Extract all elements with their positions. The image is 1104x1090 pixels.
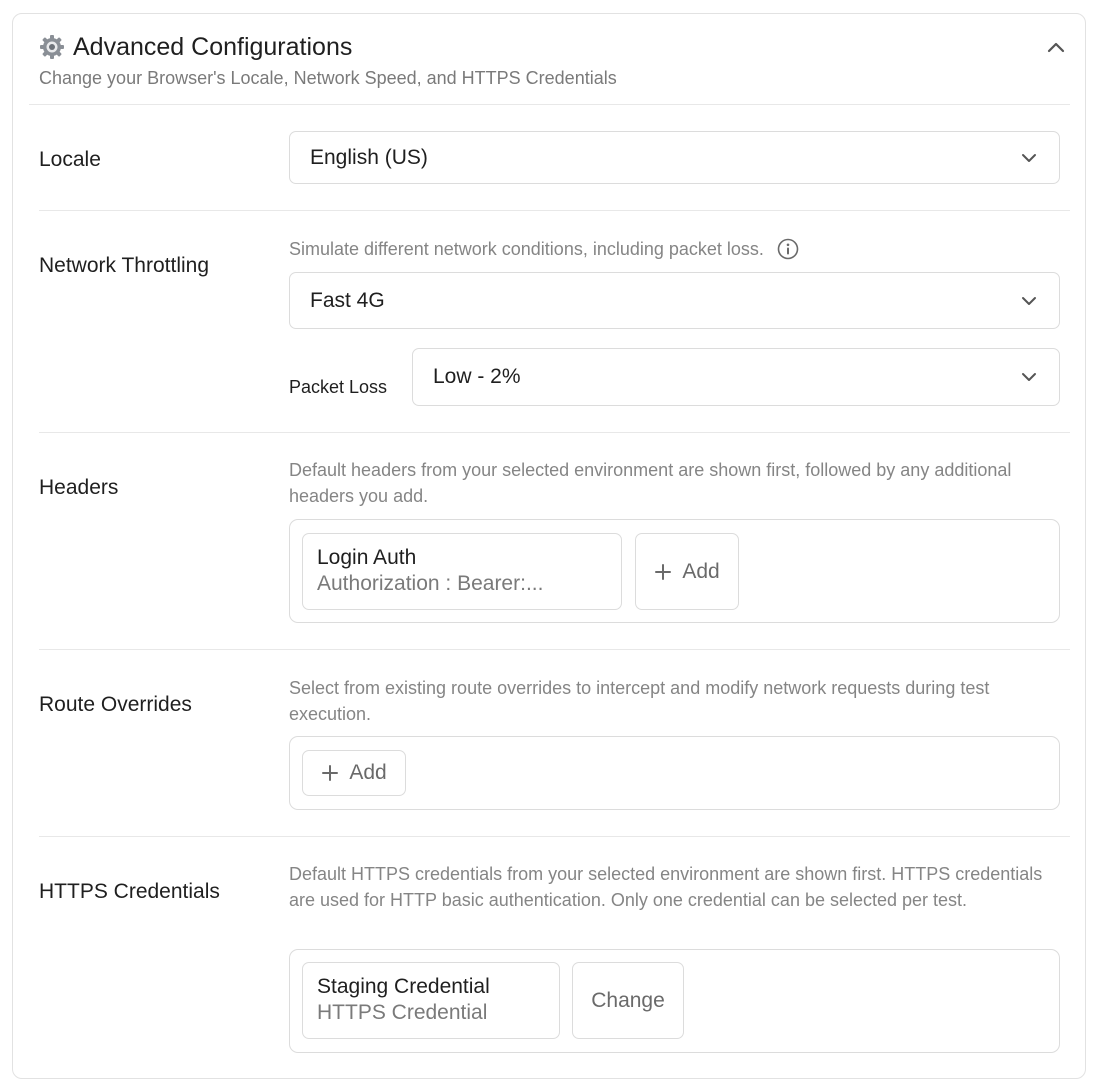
locale-select[interactable]: [289, 131, 1060, 184]
chevron-down-icon: [1021, 371, 1037, 383]
chevron-up-icon: [1047, 41, 1065, 53]
network-throttling-label: Network Throttling: [39, 254, 210, 277]
locale-label: Locale: [39, 148, 101, 171]
network-speed-value: Fast 4G: [310, 288, 385, 312]
headers-divider: [39, 649, 1070, 650]
routes-helper: Select from existing route overrides to intercept and modify network requests during test execution.: [289, 678, 990, 724]
routes-box: [289, 736, 1060, 810]
change-credential-button[interactable]: [572, 962, 684, 1039]
title-row: [39, 32, 1069, 62]
panel-title: Advanced Configurations: [73, 32, 353, 61]
add-route-label: Add: [349, 761, 387, 784]
https-helper: Default HTTPS credentials from your selected environment are shown first. HTTPS credentials are used for HTTP basic authentication. Only one credential can be selected per test.: [289, 864, 1043, 910]
packet-loss-label: Packet Loss: [289, 377, 388, 397]
headers-helper: Default headers from your selected environment are shown first, followed by any additional headers you add.: [289, 460, 1012, 506]
plus-icon: [654, 563, 672, 581]
header-divider: [29, 104, 1070, 105]
add-header-button[interactable]: [635, 533, 739, 610]
info-icon[interactable]: [777, 238, 799, 260]
change-credential-label: Change: [591, 988, 665, 1012]
plus-icon: [321, 764, 339, 782]
network-helper-text: Simulate different network conditions, including packet loss.: [289, 239, 764, 259]
headers-label: Headers: [39, 476, 119, 499]
collapse-button[interactable]: [1043, 34, 1069, 60]
header-chip-title: Login Auth: [317, 546, 417, 569]
https-box: [289, 949, 1060, 1053]
https-credentials-label: HTTPS Credentials: [39, 880, 220, 903]
advanced-configurations-panel: [12, 13, 1086, 1079]
locale-value: English (US): [310, 145, 428, 169]
add-header-label: Add: [682, 559, 720, 583]
gear-icon: [39, 34, 65, 60]
add-route-button[interactable]: [302, 750, 406, 796]
chevron-down-icon: [1021, 152, 1037, 164]
network-speed-select[interactable]: [289, 272, 1060, 329]
network-divider: [39, 432, 1070, 433]
network-helper: [289, 236, 1059, 262]
chevron-down-icon: [1021, 295, 1037, 307]
packet-loss-value: Low - 2%: [433, 365, 521, 388]
panel-subtitle: Change your Browser's Locale, Network Speed, and HTTPS Credentials: [39, 68, 617, 88]
header-chip-subtitle: Authorization : Bearer:...: [317, 572, 544, 595]
routes-divider: [39, 836, 1070, 837]
credential-chip-title: Staging Credential: [317, 975, 490, 998]
route-overrides-label: Route Overrides: [39, 693, 192, 716]
credential-chip[interactable]: [302, 962, 560, 1039]
panel-header: [39, 32, 1069, 106]
packet-loss-select[interactable]: [412, 348, 1060, 406]
headers-box: [289, 519, 1060, 623]
header-chip[interactable]: [302, 533, 622, 610]
credential-chip-subtitle: HTTPS Credential: [317, 1001, 488, 1024]
locale-divider: [39, 210, 1070, 211]
